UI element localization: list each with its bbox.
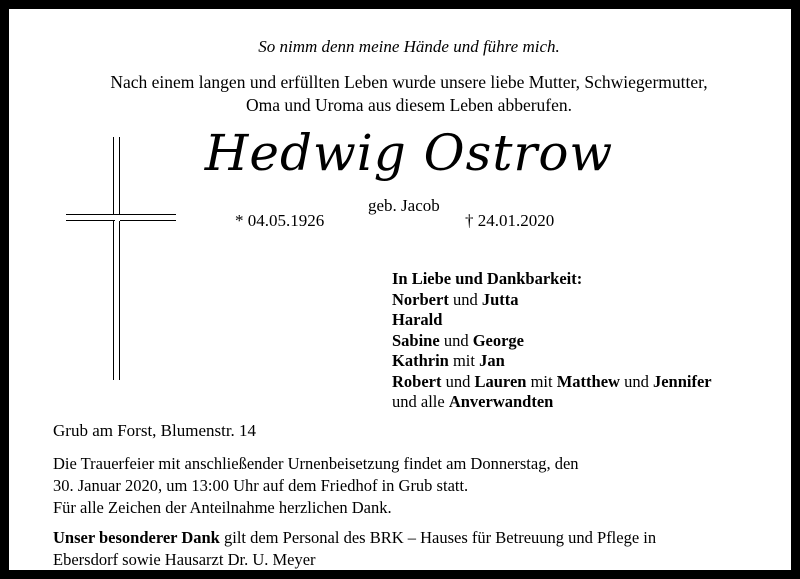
mourner-line [392, 310, 712, 331]
ceremony-line-3: Für alle Zeichen der Anteilnahme herzlichen Dank. [53, 498, 392, 517]
birth-date: * 04.05.1926 [235, 211, 325, 230]
mourner-name: George [472, 330, 524, 350]
intro-line-1: Nach einem langen und erfüllten Leben wurde unsere liebe Mutter, Schwiegermutter, [110, 72, 708, 92]
conjunction: und [619, 371, 653, 391]
motto-verse: So nimm denn meine Hände und führe mich. [258, 37, 560, 56]
mourner-name: Jutta [481, 289, 519, 309]
mourner-name: Jan [479, 351, 505, 370]
mourner-name: Jennifer [652, 371, 712, 391]
mourner-line [392, 290, 712, 311]
mourner-line [392, 331, 712, 352]
conjunction: und [439, 330, 473, 350]
ceremony-line-2: 30. Januar 2020, um 13:00 Uhr auf dem Friedhof in Grub statt. [53, 476, 469, 495]
mourner-line [392, 372, 712, 393]
mourner-name: Norbert [392, 289, 449, 309]
address: Grub am Forst, Blumenstr. 14 [53, 421, 257, 440]
mourner-line [392, 351, 712, 372]
mourner-name: Matthew [556, 371, 620, 391]
thanks-line-1 [53, 527, 656, 549]
conjunction: mit [526, 371, 557, 391]
ceremony-info [53, 453, 579, 519]
intro-line-2: Oma und Uroma aus diesem Leben abberufen. [245, 95, 573, 115]
thanks-bold: Unser besonderer Dank [53, 528, 220, 547]
conjunction: mit [448, 351, 480, 370]
mourners-list [392, 269, 712, 413]
ceremony-line-1: Die Trauerfeier mit anschließender Urnenbeisetzung findet am Donnerstag, den [53, 454, 579, 473]
intro-text [9, 71, 800, 117]
mourner-name: Sabine [392, 330, 440, 350]
maiden-name: geb. Jacob [368, 196, 440, 215]
death-date: † 24.01.2020 [465, 211, 555, 230]
mourner-name: Anverwandten [448, 392, 554, 411]
conjunction: und [448, 289, 482, 309]
mourner-line [392, 392, 712, 413]
conjunction: und [441, 371, 475, 391]
mourner-name: Lauren [474, 371, 527, 391]
mourner-name: Harald [392, 310, 443, 329]
thanks-rest: gilt dem Personal des BRK – Hauses für Betreuung und Pflege in [219, 528, 657, 547]
thanks-line-2: Ebersdorf sowie Hausarzt Dr. U. Meyer [53, 550, 316, 569]
mourner-name: Kathrin [392, 351, 449, 370]
conjunction: und alle [392, 392, 449, 411]
mourner-name: Robert [392, 371, 442, 391]
mourners-heading: In Liebe und Dankbarkeit: [392, 269, 583, 288]
special-thanks [53, 527, 656, 571]
deceased-name: Hedwig Ostrow [204, 124, 614, 182]
